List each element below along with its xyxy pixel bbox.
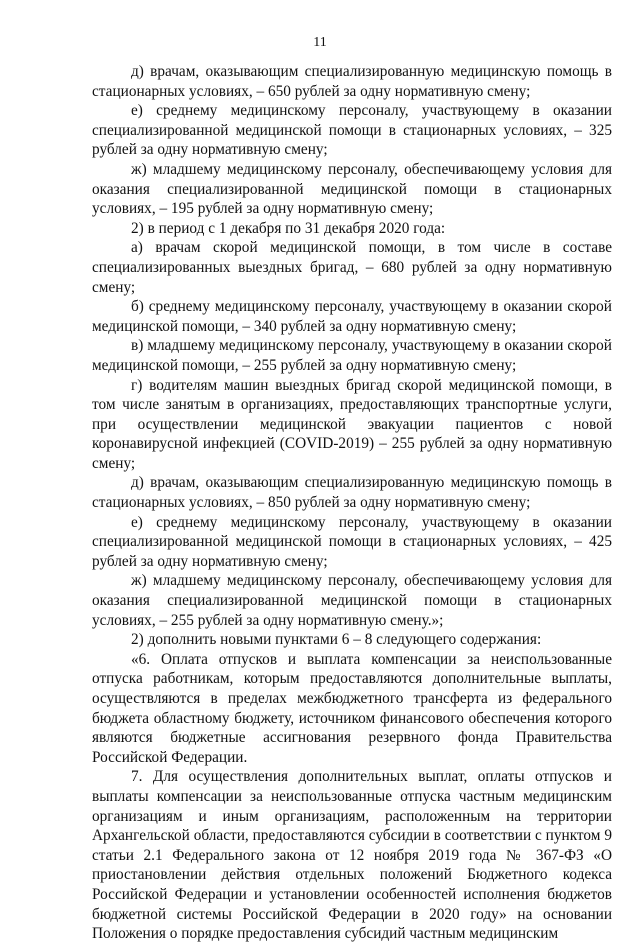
paragraph-g-drivers-255: г) водителям машин выездных бригад скорой медицинской помощи, в том числе занятым в организациях, предоставляющих транспортные услуги, при осуществлении медицинской эвакуации пациентов с новой коронавирусной инфекцией (COVID-2019) – 255 рублей за одну нормативную смену; [92,376,612,472]
paragraph-period-december: 2) в период с 1 декабря по 31 декабря 2020 года: [131,219,446,237]
paragraph-zh-junior-staff-255: ж) младшему медицинскому персоналу, обеспечивающему условия для оказания специализированной медицинской помощи в стационарных условиях, – 255 рублей за одну нормативную смену.»; [92,572,612,629]
paragraph-v-ambulance-junior-255: в) младшему медицинскому персоналу, участвующему в оказании скорой медицинской помощи, – 255 рублей за одну нормативную смену; [92,337,612,374]
paragraph-add-points-6-8: 2) дополнить новыми пунктами 6 – 8 следующего содержания: [131,631,542,649]
paragraph-zh-junior-staff-195: ж) младшему медицинскому персоналу, обеспечивающему условия для оказания специализированной медицинской помощи в стационарных условиях, – 195 рублей за одну нормативную смену; [92,160,612,218]
paragraph-d-doctors-850: д) врачам, оказывающим специализированную медицинскую помощь в стационарных условиях, – 850 рублей за одну нормативную смену; [92,474,612,512]
paragraph-point-6: «6. Оплата отпусков и выплата компенсации за неиспользованные отпуска работникам, которым предоставляются дополнительные выплаты, осуществляются в пределах межбюджетного трансферта из федерального бюджета областному бюджету, источником финансового обеспечения которого являются бюджетные ассигнования резервного фонда Правительства Российской Федерации. [92,650,612,766]
page-number: 11 [313,35,327,50]
document-body [92,62,612,944]
paragraph-e-nurses-425: е) среднему медицинскому персоналу, участвующему в оказании специализированной медицинской помощи в стационарных условиях, – 425 рублей за одну нормативную смену; [92,513,612,570]
paragraph-point-7: 7. Для осуществления дополнительных выплат, оплаты отпусков и выплаты компенсации за неиспользованные отпуска частным медицинским организациям и иным организациям, расположенным на территории Архангельской области, предоставляются субсидии в соответствии с пунктом 9 статьи 2.1 Федерального закона от 12 ноября 2019 года № 367-ФЗ «О приостановлении действия отдельных положений Бюджетного кодекса Российской Федерации и установлении особенностей исполнения бюджетов бюджетной системы Российской Федерации в 2020 году» на основании Положения о порядке предоставления субсидий частным медицинским [92,768,612,943]
paragraph-d-doctors-650: д) врачам, оказывающим специализированную медицинскую помощь в стационарных условиях, – 650 рублей за одну нормативную смену; [92,63,612,100]
paragraph-a-ambulance-doctors-680: а) врачам скорой медицинской помощи, в том числе в составе специализированных выездных бригад, – 680 рублей за одну нормативную смену; [92,239,612,296]
paragraph-b-ambulance-nurses-340: б) среднему медицинскому персоналу, участвующему в оказании скорой медицинской помощи, – 340 рублей за одну нормативную смену; [92,298,612,335]
paragraph-e-nurses-325: е) среднему медицинскому персоналу, участвующему в оказании специализированной медицинской помощи в стационарных условиях, – 325 рублей за одну нормативную смену; [92,102,612,159]
